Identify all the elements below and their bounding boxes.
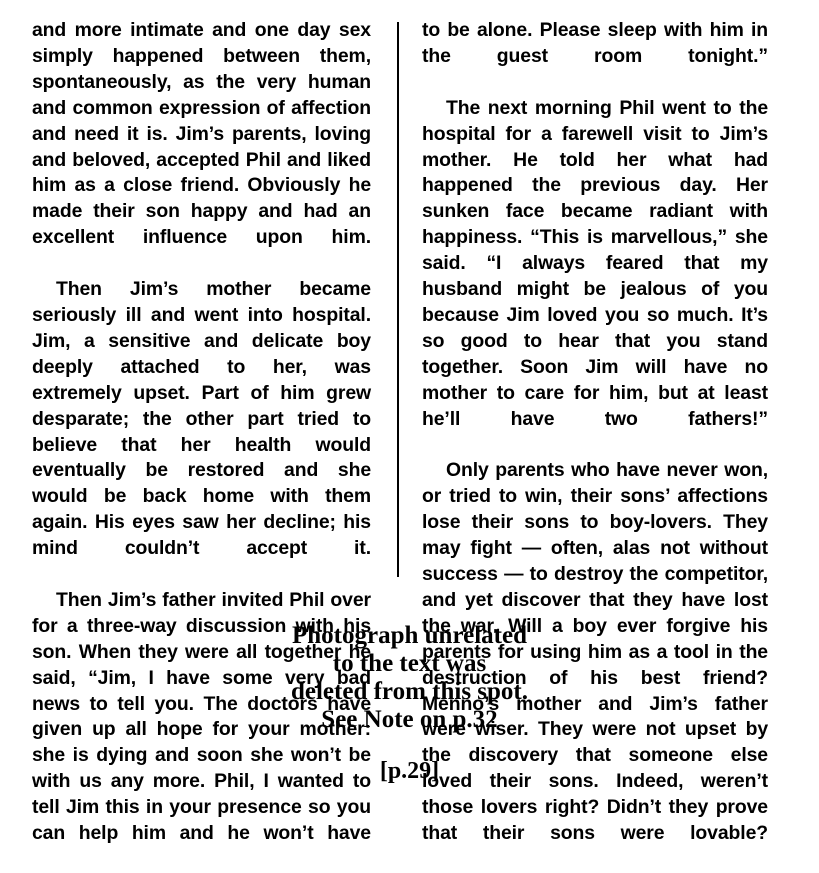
editorial-note-line: Photograph unrelated <box>292 622 527 649</box>
editorial-note <box>0 622 819 734</box>
paragraph: Then Jim’s father invited Phil over for a three-way discussion with his son. When they were all together he said, “Jim, I have some very bad news to tell you. The doctors have given up all hope for your mother: she is dying and soon she won’t be with us any more. Phil, I wanted to tell Jim this in your presence so you can help him and he won’t have <box>32 588 371 845</box>
text-column-right <box>422 18 768 873</box>
editorial-note-line: See Note on p.32 <box>321 706 498 733</box>
paragraph: Then Jim’s mother became seriously ill and went into hospital. Jim, a sensitive and delicate boy deeply attached to her, was extremely upset. Part of him grew desparate; the other part tried to believe that her health would eventually be restored and she would be back home with them again. His eyes saw her decline; his mind couldn’t accept it. <box>32 278 371 560</box>
paragraph: to be alone. Please sleep with him in the guest room tonight.” <box>422 19 768 67</box>
text-column-left <box>32 18 371 873</box>
editorial-note-line: to the text was <box>332 650 487 677</box>
column-divider <box>397 22 399 577</box>
paragraph: and more intimate and one day sex simply happened between them, spontaneously, as the very human and common expression of affection and need it is. Jim’s parents, loving and beloved, accepted Phil and liked him as a close friend. Obviously he made their son happy and had an excellent influence upon him. <box>32 19 371 249</box>
paragraph: The next morning Phil went to the hospital for a farewell visit to Jim’s mother. He told her what had happened the previous day. Her sunken face became radiant with happiness. “This is marvellous,” she said. “I always feared that my husband might be jealous of you because Jim loved you so much. It’s so good to hear that you stand together. Soon Jim will have no mother to care for him, but at least he’ll have two fathers!” <box>422 96 768 430</box>
page-marker: [p.29] <box>379 758 440 784</box>
paragraph: Only parents who have never won, or tried to win, their sons’ affections lose their sons to boy-lovers. They may fight — often, alas not without success — to destroy the competitor, and yet discover that they have lost the war. Will a boy ever forgive his parents for using him as a tool in the destruction of his best friend? Menno’s mother and Jim’s father were wiser. They were not upset by the discovery that someone else loved their sons. Indeed, weren’t those lovers right? Didn’t they prove that their sons were lovable? <box>422 459 768 845</box>
editorial-note-line: deleted from this spot. <box>290 678 529 705</box>
